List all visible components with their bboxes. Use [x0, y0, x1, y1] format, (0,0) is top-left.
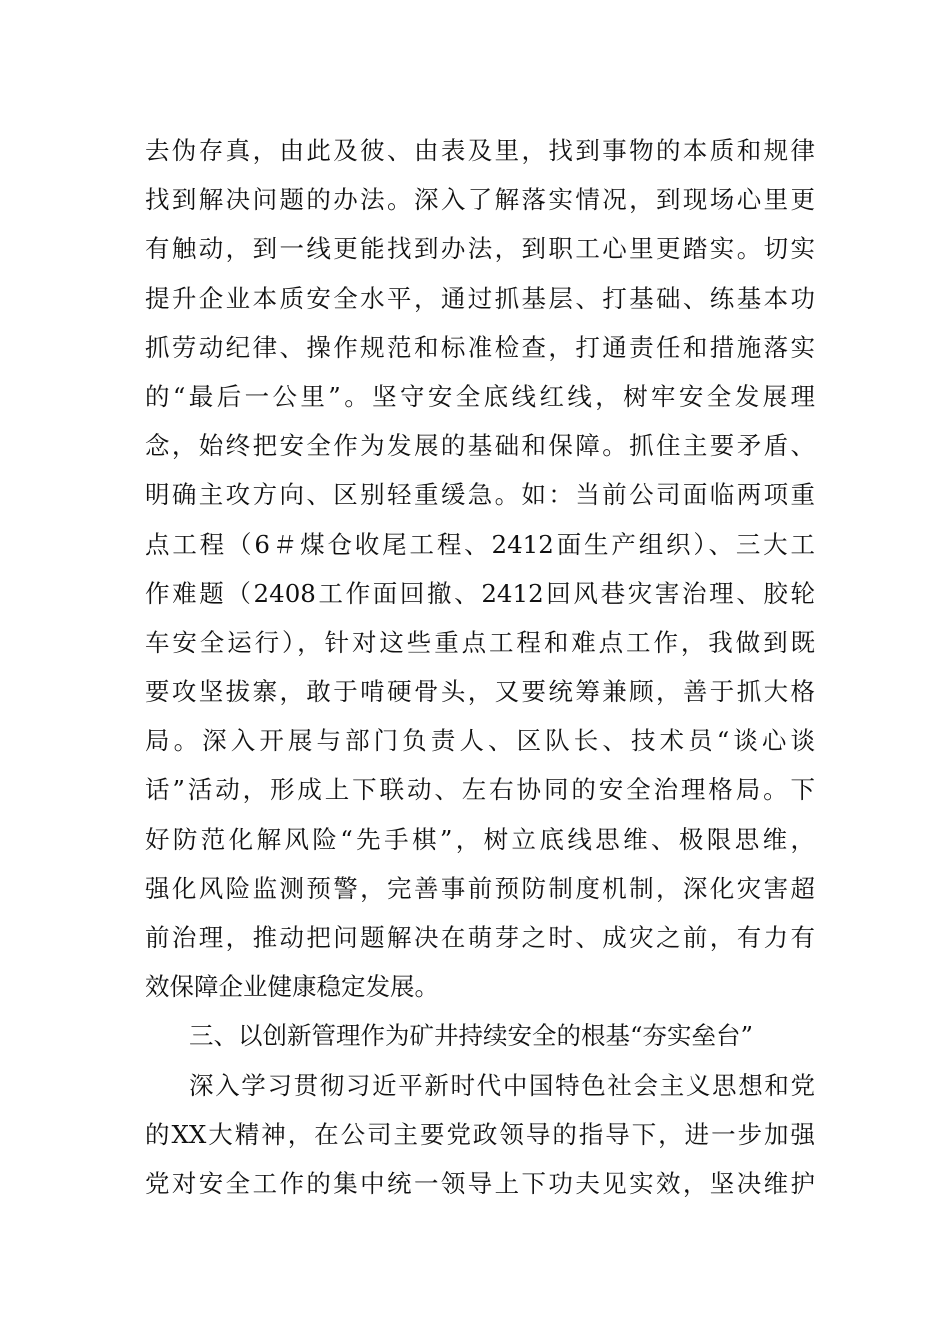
text-line: 提升企业本质安全水平，通过抓基层、打基础、练基本功 — [145, 283, 815, 313]
text-line: 作难题（2408工作面回撤、2412回风巷灾害治理、胶轮 — [145, 578, 815, 608]
section-heading: 三、以创新管理作为矿井持续安全的根基“夯实垒台” — [189, 1021, 754, 1051]
paragraph-1 — [145, 126, 815, 1011]
text-line: 前治理，推动把问题解决在萌芽之时、成灾之前，有力有 — [145, 923, 815, 952]
text-line: 有触动，到一线更能找到办法，到职工心里更踏实。切实 — [145, 234, 815, 264]
text-line: 局。深入开展与部门负责人、区队长、技术员“谈心谈 — [145, 726, 815, 756]
text-line: 去伪存真，由此及彼、由表及里，找到事物的本质和规律 — [145, 136, 815, 165]
text-line: 话”活动，形成上下联动、左右协同的安全治理格局。下 — [145, 775, 815, 805]
text-line: 点工程（6＃煤仓收尾工程、2412面生产组织）、三大工 — [145, 529, 815, 559]
text-line: 明确主攻方向、区别轻重缓急。如：当前公司面临两项重 — [145, 480, 815, 510]
text-line: 强化风险监测预警，完善事前预防制度机制，深化灾害超 — [145, 873, 815, 903]
text-line: 找到解决问题的办法。深入了解落实情况，到现场心里更 — [145, 185, 815, 215]
text-line: 念，始终把安全作为发展的基础和保障。抓住主要矛盾、 — [145, 431, 815, 461]
text-line: 的XX大精神，在公司主要党政领导的指导下，进一步加强 — [145, 1119, 815, 1149]
text-line: 车安全运行），针对这些重点工程和难点工作，我做到既 — [145, 627, 815, 657]
text-line: 的“最后一公里”。坚守安全底线红线，树牢安全发展理 — [145, 381, 815, 411]
text-line: 要攻坚拔寨，敢于啃硬骨头，又要统筹兼顾，善于抓大格 — [145, 677, 815, 707]
text-line: 党对安全工作的集中统一领导上下功夫见实效，坚决维护 — [145, 1168, 815, 1198]
document-body — [145, 126, 815, 1208]
text-line: 深入学习贯彻习近平新时代中国特色社会主义思想和党 — [189, 1070, 815, 1100]
text-line: 效保障企业健康稳定发展。 — [145, 972, 439, 1002]
text-line: 抓劳动纪律、操作规范和标准检查，打通责任和措施落实 — [145, 332, 815, 362]
text-line: 好防范化解风险“先手棋”，树立底线思维、极限思维， — [145, 824, 815, 854]
paragraph-2 — [145, 1061, 815, 1209]
